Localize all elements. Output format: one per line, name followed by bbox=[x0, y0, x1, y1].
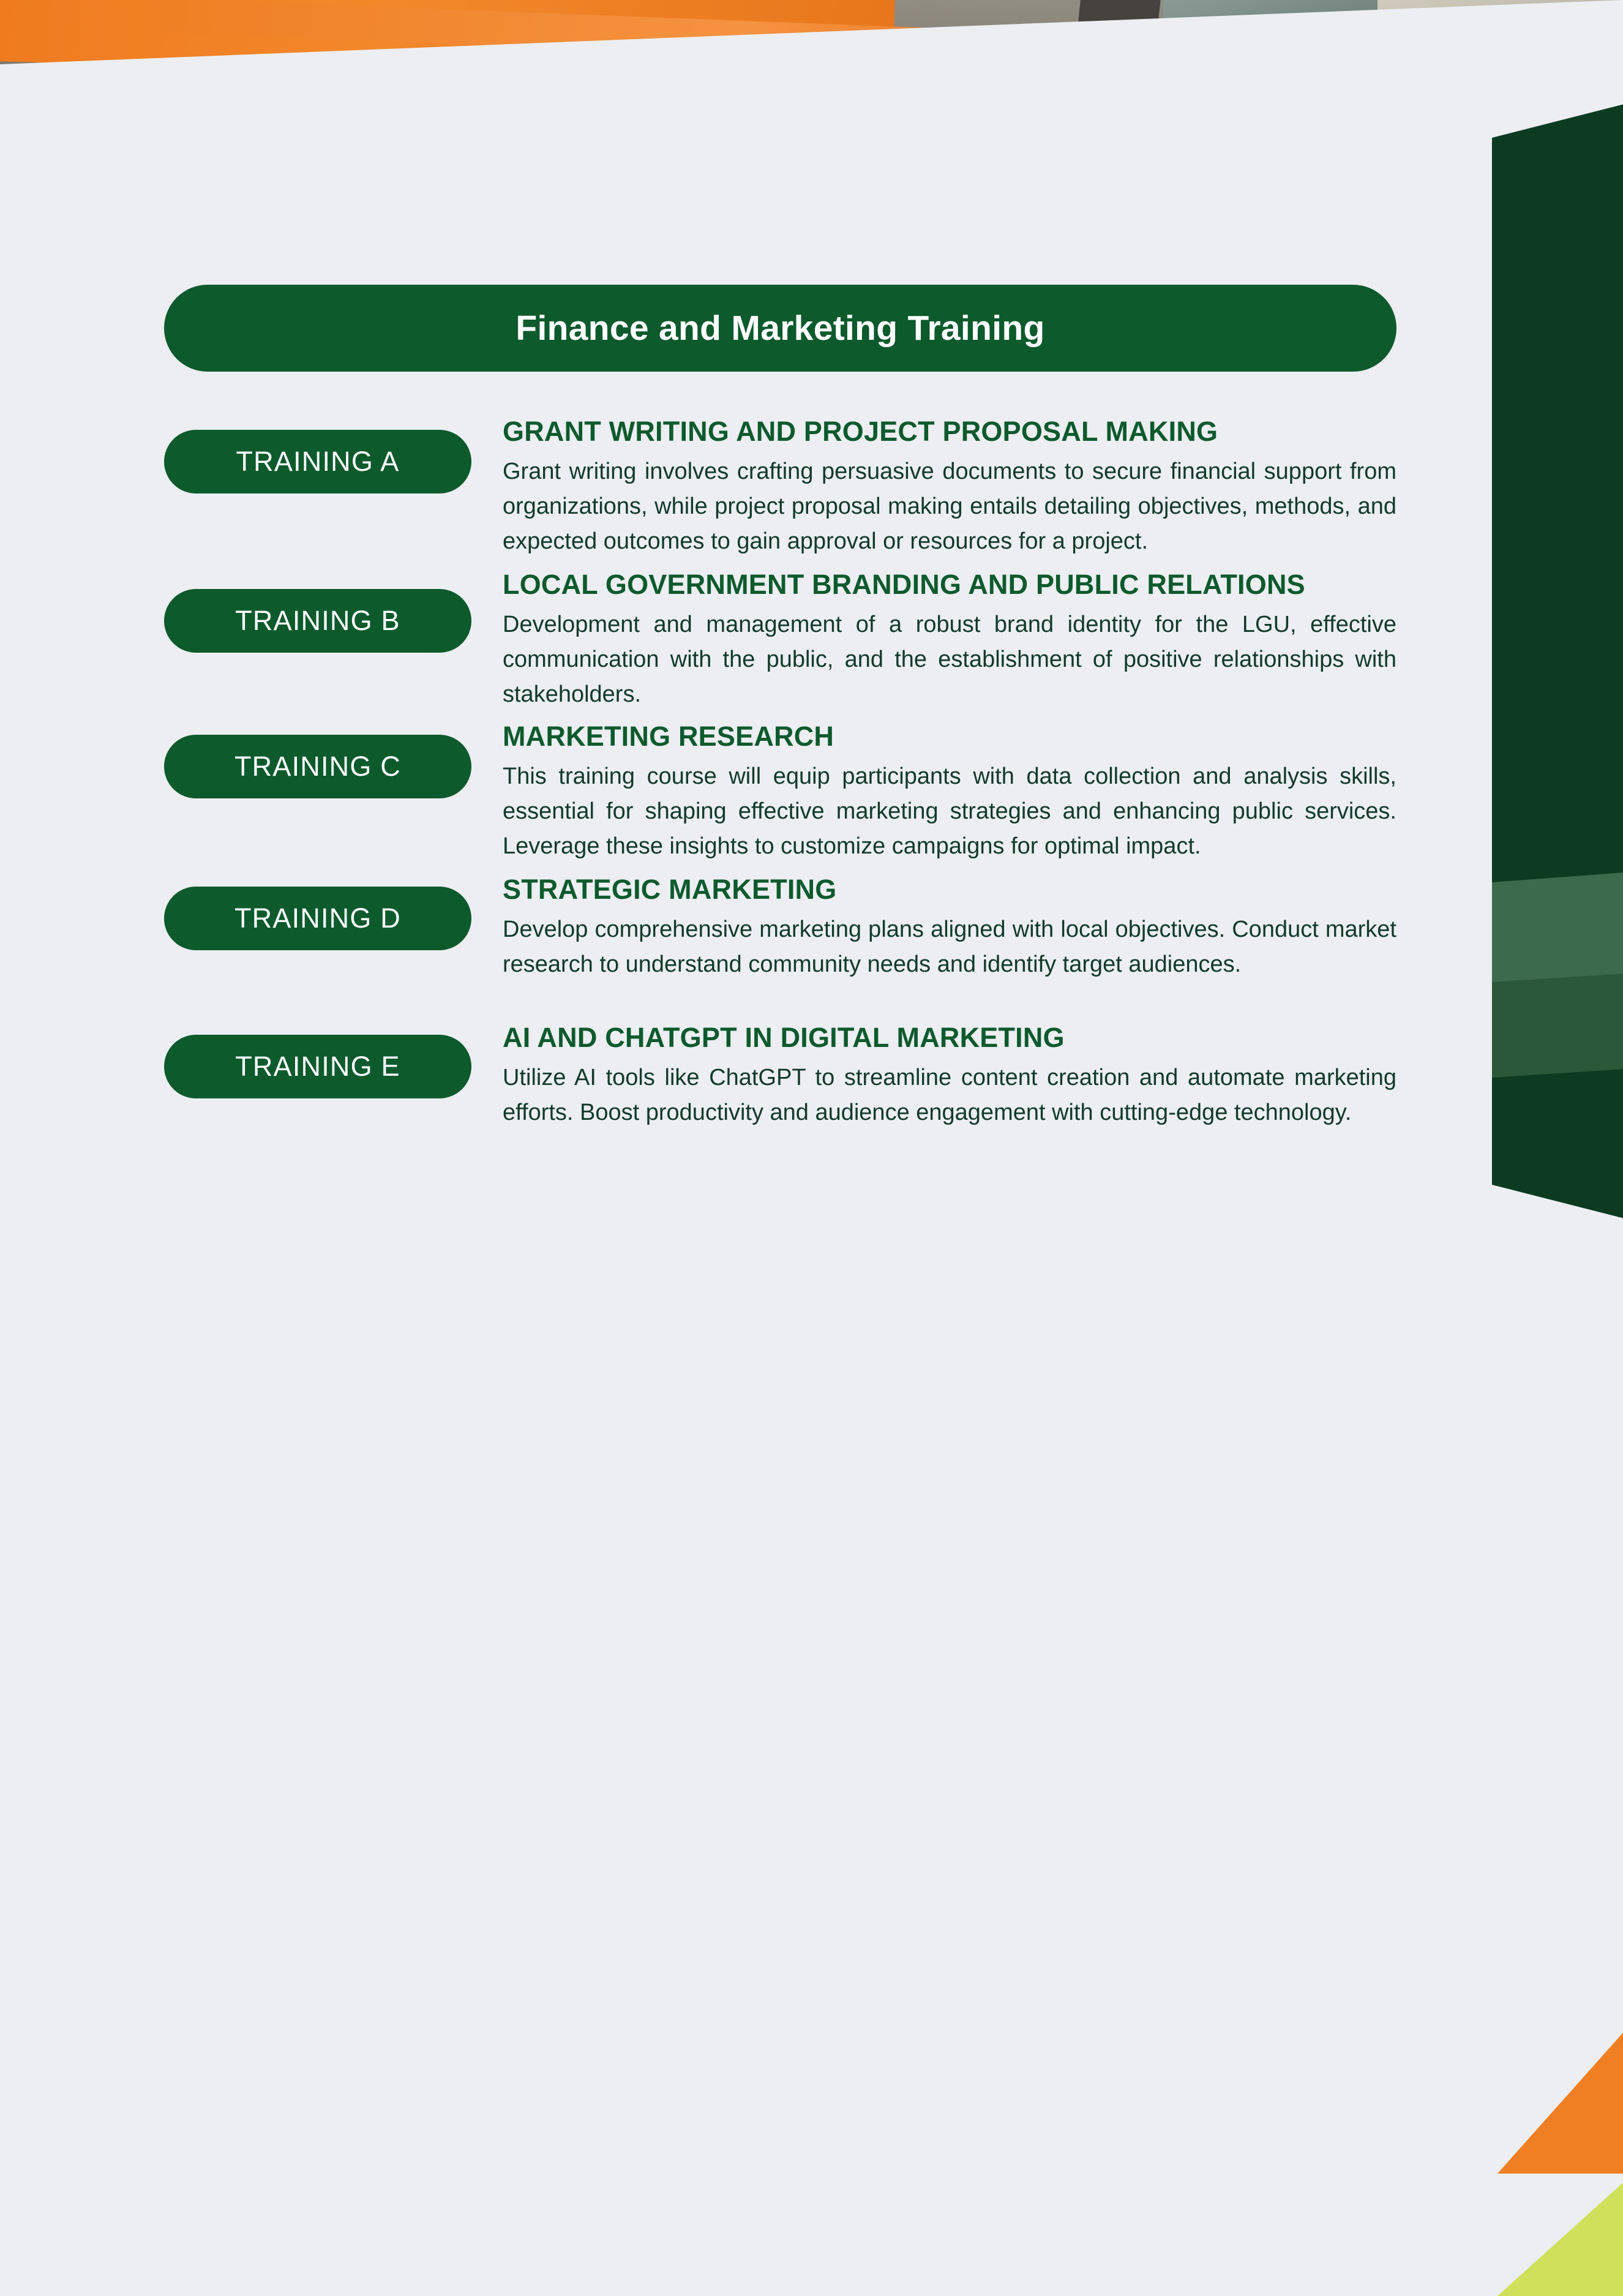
training-text-b bbox=[503, 569, 1396, 712]
training-badge-label: TRAINING C bbox=[234, 751, 401, 782]
training-item bbox=[164, 874, 1396, 1022]
training-description: Grant writing involves crafting persuasive documents to secure financial support from organizations, while project proposal making entails detailing objectives, methods, and expected outcomes to gain approval or resources for a project. bbox=[503, 459, 1396, 555]
ribbon-medium-panel bbox=[1492, 872, 1623, 995]
training-badge-d bbox=[164, 887, 471, 950]
training-list bbox=[164, 416, 1396, 1169]
training-item bbox=[164, 721, 1396, 874]
training-title: MARKETING RESEARCH bbox=[503, 721, 834, 752]
training-badge-e bbox=[164, 1035, 471, 1098]
training-title: STRATEGIC MARKETING bbox=[503, 874, 837, 905]
training-text-a bbox=[503, 416, 1396, 559]
training-description: Develop comprehensive marketing plans aligned with local objectives. Conduct market research to understand community needs and identify target audiences. bbox=[503, 917, 1396, 978]
training-text-d bbox=[503, 874, 1396, 982]
page-title-banner bbox=[164, 285, 1396, 372]
training-text-e bbox=[503, 1022, 1396, 1130]
training-badge-a bbox=[164, 430, 471, 493]
ribbon-accent-panel bbox=[1492, 974, 1623, 1078]
training-description: Development and management of a robust brand identity for the LGU, effective communication with the public, and the establishment of positive relationships with stakeholders. bbox=[503, 612, 1396, 708]
training-item bbox=[164, 569, 1396, 721]
corner-orange-triangle bbox=[1497, 2033, 1623, 2174]
training-item bbox=[164, 416, 1396, 569]
training-description: This training course will equip participants with data collection and analysis skills, essential for shaping effective marketing strategies and enhancing public services. Leverage these insights to customize campaigns for optimal impact. bbox=[503, 763, 1396, 860]
training-description: Utilize AI tools like ChatGPT to streamline content creation and automate marketing efforts. Boost productivity and audience engagement with cutting-edge technology. bbox=[503, 1065, 1396, 1126]
corner-lime-triangle bbox=[1497, 2183, 1623, 2296]
training-title: GRANT WRITING AND PROJECT PROPOSAL MAKING bbox=[503, 416, 1218, 447]
training-badge-label: TRAINING A bbox=[236, 446, 400, 477]
training-badge-c bbox=[164, 735, 471, 798]
training-text-c bbox=[503, 721, 1396, 864]
training-badge-label: TRAINING D bbox=[234, 902, 401, 934]
training-badge-label: TRAINING E bbox=[235, 1051, 400, 1082]
training-badge-label: TRAINING B bbox=[235, 605, 400, 636]
training-title: AI AND CHATGPT IN DIGITAL MARKETING bbox=[503, 1022, 1065, 1053]
training-badge-b bbox=[164, 589, 471, 653]
training-title: LOCAL GOVERNMENT BRANDING AND PUBLIC RELATIONS bbox=[503, 569, 1305, 600]
right-ribbon-decoration bbox=[1433, 104, 1623, 1218]
page-title: Finance and Marketing Training bbox=[515, 309, 1045, 348]
bottom-corner-decoration bbox=[1464, 2039, 1623, 2296]
ribbon-dark-panel bbox=[1492, 104, 1623, 1218]
training-item bbox=[164, 1022, 1396, 1169]
